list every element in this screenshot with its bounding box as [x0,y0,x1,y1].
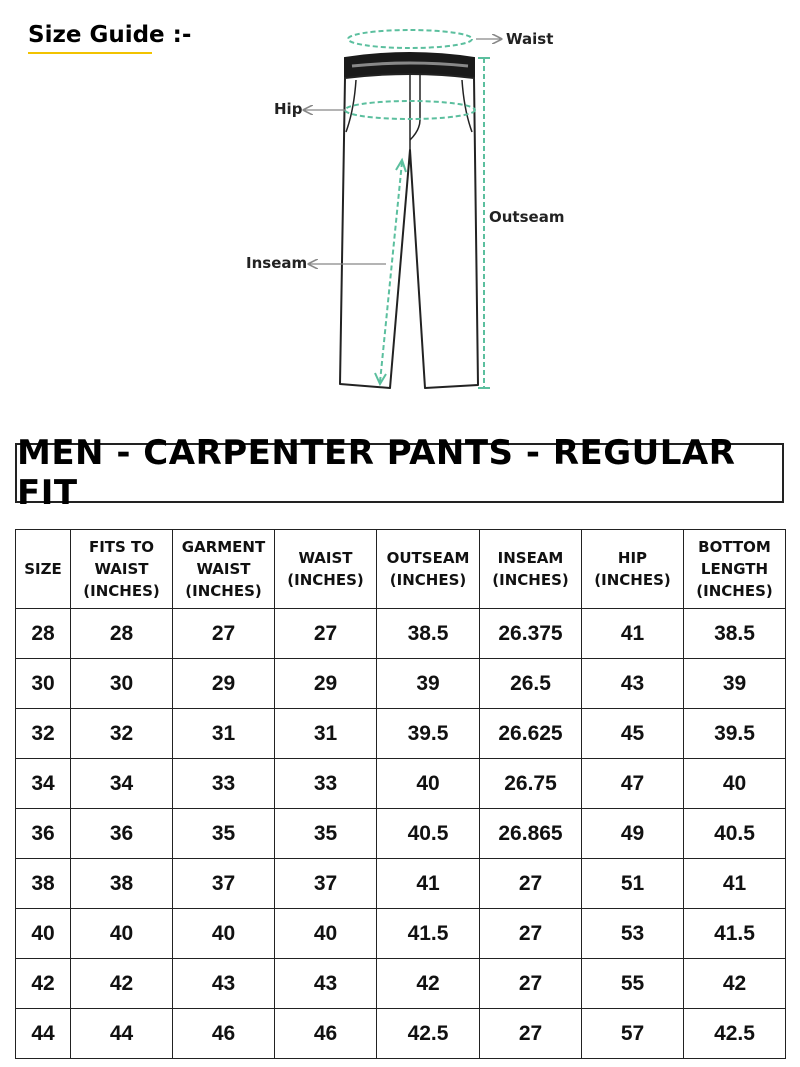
table-row [16,759,786,809]
table-row [16,909,786,959]
table-row [16,1009,786,1059]
cell-inseam: 27 [480,909,582,959]
cell-bottom-length: 39.5 [684,709,786,759]
size-chart-table [15,529,786,1059]
cell-bottom-length: 41 [684,859,786,909]
cell-inseam: 27 [480,959,582,1009]
cell-size: 30 [16,659,71,709]
cell-fits-to-waist: 40 [71,909,173,959]
cell-waist: 43 [275,959,377,1009]
header-bottom-length: BOTTOM LENGTH (INCHES) [684,530,786,609]
cell-garment-waist: 29 [173,659,275,709]
cell-bottom-length: 40 [684,759,786,809]
cell-hip: 47 [582,759,684,809]
outseam-label: Outseam [489,208,565,226]
cell-garment-waist: 43 [173,959,275,1009]
cell-outseam: 42.5 [377,1009,480,1059]
table-row [16,809,786,859]
cell-garment-waist: 46 [173,1009,275,1059]
header-fits-to-waist: FITS TO WAIST (INCHES) [71,530,173,609]
cell-outseam: 39 [377,659,480,709]
cell-waist: 33 [275,759,377,809]
cell-size: 40 [16,909,71,959]
cell-fits-to-waist: 30 [71,659,173,709]
pants-diagram [0,0,800,420]
cell-fits-to-waist: 36 [71,809,173,859]
header-size: SIZE [16,530,71,609]
cell-inseam: 26.625 [480,709,582,759]
cell-hip: 43 [582,659,684,709]
cell-fits-to-waist: 34 [71,759,173,809]
header-outseam: OUTSEAM (INCHES) [377,530,480,609]
cell-size: 44 [16,1009,71,1059]
cell-outseam: 40 [377,759,480,809]
cell-inseam: 27 [480,1009,582,1059]
cell-waist: 46 [275,1009,377,1059]
header-hip: HIP (INCHES) [582,530,684,609]
cell-outseam: 39.5 [377,709,480,759]
table-header-row [16,530,786,609]
table-row [16,659,786,709]
table-row [16,859,786,909]
waist-measure-ellipse [348,30,472,48]
cell-fits-to-waist: 38 [71,859,173,909]
cell-fits-to-waist: 42 [71,959,173,1009]
table-row [16,609,786,659]
cell-size: 42 [16,959,71,1009]
cell-bottom-length: 42 [684,959,786,1009]
table-body [16,609,786,1059]
waist-label: Waist [506,30,554,48]
cell-outseam: 42 [377,959,480,1009]
table-row [16,959,786,1009]
cell-size: 32 [16,709,71,759]
cell-size: 34 [16,759,71,809]
table-row [16,709,786,759]
cell-waist: 31 [275,709,377,759]
cell-garment-waist: 27 [173,609,275,659]
cell-waist: 27 [275,609,377,659]
header-inseam: INSEAM (INCHES) [480,530,582,609]
cell-inseam: 26.5 [480,659,582,709]
table-title: MEN - CARPENTER PANTS - REGULAR FIT [17,433,736,513]
cell-garment-waist: 37 [173,859,275,909]
cell-hip: 45 [582,709,684,759]
cell-hip: 41 [582,609,684,659]
cell-waist: 35 [275,809,377,859]
cell-inseam: 27 [480,859,582,909]
cell-fits-to-waist: 32 [71,709,173,759]
size-guide-title: Size Guide :- [28,22,192,48]
cell-garment-waist: 33 [173,759,275,809]
cell-hip: 57 [582,1009,684,1059]
cell-size: 38 [16,859,71,909]
cell-bottom-length: 38.5 [684,609,786,659]
cell-outseam: 41 [377,859,480,909]
cell-hip: 49 [582,809,684,859]
cell-outseam: 40.5 [377,809,480,859]
cell-fits-to-waist: 28 [71,609,173,659]
header-waist: WAIST (INCHES) [275,530,377,609]
cell-bottom-length: 42.5 [684,1009,786,1059]
cell-fits-to-waist: 44 [71,1009,173,1059]
cell-bottom-length: 41.5 [684,909,786,959]
cell-outseam: 38.5 [377,609,480,659]
pants-outline [340,74,478,388]
cell-hip: 51 [582,859,684,909]
cell-waist: 29 [275,659,377,709]
cell-waist: 37 [275,859,377,909]
cell-garment-waist: 31 [173,709,275,759]
inseam-label: Inseam [246,254,308,272]
cell-inseam: 26.375 [480,609,582,659]
cell-size: 36 [16,809,71,859]
cell-bottom-length: 40.5 [684,809,786,859]
cell-inseam: 26.75 [480,759,582,809]
cell-inseam: 26.865 [480,809,582,859]
table-title-box [15,433,784,513]
cell-hip: 55 [582,959,684,1009]
cell-hip: 53 [582,909,684,959]
cell-outseam: 41.5 [377,909,480,959]
cell-bottom-length: 39 [684,659,786,709]
hip-label: Hip [274,100,303,118]
cell-size: 28 [16,609,71,659]
cell-garment-waist: 40 [173,909,275,959]
cell-waist: 40 [275,909,377,959]
cell-garment-waist: 35 [173,809,275,859]
header-garment-waist: GARMENT WAIST (INCHES) [173,530,275,609]
